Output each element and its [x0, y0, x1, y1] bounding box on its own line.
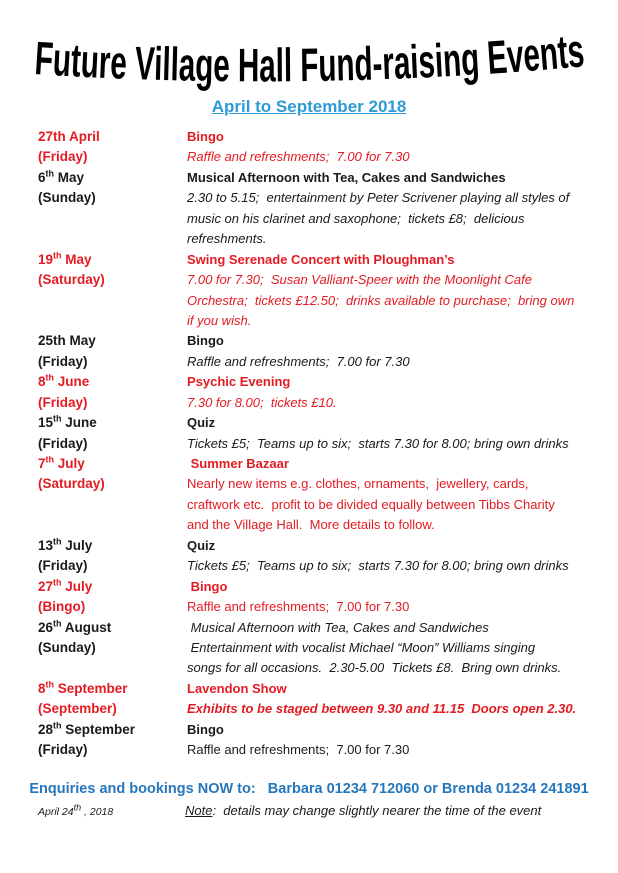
event-row — [38, 536, 610, 556]
note-line — [0, 803, 618, 825]
event-desc-cell — [187, 474, 610, 494]
event-date-month: July — [61, 578, 93, 594]
event-desc-cell — [187, 720, 610, 740]
event-date-month: June — [61, 415, 97, 431]
event-row — [38, 209, 610, 229]
event-desc-text: Entertainment with vocalist Michael “Moon” Williams singing — [187, 639, 536, 655]
event-desc-cell — [187, 699, 610, 719]
event-row — [38, 270, 610, 290]
event-desc-cell — [187, 495, 610, 515]
event-date-text: (Sunday) — [38, 639, 96, 655]
event-date-cell — [38, 720, 187, 740]
event-date-text: 8 — [38, 374, 46, 390]
event-row — [38, 393, 610, 413]
event-date-ordinal: th — [45, 454, 55, 465]
event-row — [38, 597, 610, 617]
event-row — [38, 454, 610, 474]
event-date-text: 19 — [38, 251, 54, 267]
event-desc-text: Bingo — [187, 721, 224, 737]
event-row — [38, 352, 610, 372]
event-desc-cell — [187, 188, 610, 208]
event-desc-text: Orchestra; tickets £12.50; drinks available to purchase; bring own — [187, 292, 575, 308]
event-row — [38, 556, 610, 576]
event-row — [38, 434, 610, 454]
event-desc-text: Raffle and refreshments; 7.00 for 7.30 — [187, 149, 410, 165]
event-desc-text: Raffle and refreshments; 7.00 for 7.30 — [187, 599, 410, 615]
event-row — [38, 740, 610, 760]
event-date-ordinal: th — [53, 720, 62, 731]
event-desc-text: Musical Afternoon with Tea, Cakes and Sandwiches — [187, 619, 489, 635]
event-date-text: (Friday) — [38, 394, 88, 410]
event-row — [38, 229, 610, 249]
event-date-cell — [38, 577, 187, 597]
event-desc-cell — [187, 250, 610, 270]
event-desc-text: Psychic Evening — [187, 374, 291, 390]
page-subtitle: April to September 2018 — [211, 97, 407, 116]
event-date-cell — [38, 658, 187, 678]
event-desc-text: 2.30 to 5.15; entertainment by Peter Scrivener playing all styles of — [187, 190, 570, 206]
event-date-text: (Friday) — [38, 558, 88, 574]
event-row — [38, 250, 610, 270]
event-date-cell — [38, 127, 187, 147]
event-desc-cell — [187, 168, 610, 188]
event-desc-cell — [187, 209, 610, 229]
event-date-cell — [38, 413, 187, 433]
page-title: Future Village Hall Fund-raising Events — [33, 22, 596, 92]
event-date-text: 26 — [38, 619, 54, 635]
event-desc-cell — [187, 536, 610, 556]
event-row — [38, 679, 610, 699]
footer — [0, 781, 618, 825]
event-date-cell — [38, 311, 187, 331]
event-date-ordinal: th — [53, 536, 62, 547]
event-desc-cell — [187, 352, 610, 372]
event-date-text: 28 — [38, 721, 54, 737]
event-date-cell — [38, 352, 187, 372]
event-row — [38, 188, 610, 208]
event-date-cell — [38, 188, 187, 208]
event-desc-text: 7.00 for 7.30; Susan Valliant-Speer with the Moonlight Cafe — [187, 272, 532, 288]
event-date-text: (Saturday) — [38, 272, 105, 288]
event-row — [38, 495, 610, 515]
event-desc-text: 7.30 for 8.00; tickets £10. — [187, 394, 337, 410]
event-desc-cell — [187, 556, 610, 576]
event-row — [38, 720, 610, 740]
event-desc-cell — [187, 454, 610, 474]
event-desc-cell — [187, 515, 610, 535]
event-date-text: 15 — [38, 415, 54, 431]
event-date-cell — [38, 454, 187, 474]
event-row — [38, 474, 610, 494]
event-date-cell — [38, 168, 187, 188]
event-desc-cell — [187, 372, 610, 392]
event-desc-text: Tickets £5; Teams up to six; starts 7.30 for 8.00; bring own drinks — [187, 558, 569, 574]
event-row — [38, 147, 610, 167]
event-date-cell — [38, 638, 187, 658]
page-title-wordart — [0, 22, 618, 94]
event-date-cell — [38, 250, 187, 270]
events-table — [38, 127, 610, 761]
event-desc-cell — [187, 434, 610, 454]
event-date-cell — [38, 291, 187, 311]
event-date-cell — [38, 270, 187, 290]
event-date-ordinal: th — [53, 577, 62, 588]
event-date-text: (September) — [38, 701, 117, 717]
event-date-text: 7 — [38, 456, 46, 471]
event-desc-cell — [187, 658, 610, 678]
event-desc-cell — [187, 638, 610, 658]
event-desc-text: Tickets £5; Teams up to six; starts 7.30 for 8.00; bring own drinks — [187, 435, 569, 451]
svg-text:Future Village Hall Fund-raisi — [33, 22, 596, 92]
event-date-cell — [38, 474, 187, 494]
event-desc-text: Swing Serenade Concert with Ploughman’s — [187, 251, 455, 267]
event-desc-text: if you wish. — [187, 312, 252, 328]
event-row — [38, 311, 610, 331]
event-date-text: 27 — [38, 578, 54, 594]
event-date-cell — [38, 536, 187, 556]
event-desc-text: craftwork etc. profit to be divided equally between Tibbs Charity — [187, 496, 555, 512]
event-date-text: (Bingo) — [38, 599, 86, 615]
event-date-cell — [38, 209, 187, 229]
event-date-month: May — [54, 169, 85, 185]
event-date-cell — [38, 618, 187, 638]
event-date-month: July — [54, 456, 85, 471]
event-row — [38, 413, 610, 433]
event-desc-cell — [187, 679, 610, 699]
event-desc-text: Quiz — [187, 415, 216, 431]
event-date-cell — [38, 495, 187, 515]
event-row — [38, 618, 610, 638]
event-date-ordinal: th — [45, 168, 55, 179]
note-text — [185, 803, 541, 818]
event-date-ordinal: th — [45, 372, 55, 383]
document-date — [38, 802, 114, 818]
event-desc-cell — [187, 127, 610, 147]
event-desc-text: Bingo — [187, 333, 224, 349]
event-date-cell — [38, 515, 187, 535]
event-desc-text: Bingo — [187, 129, 224, 144]
event-desc-text: Nearly new items e.g. clothes, ornaments, jewellery, cards, — [187, 476, 529, 492]
event-desc-cell — [187, 740, 610, 760]
event-row — [38, 127, 610, 147]
event-date-text: (Friday) — [38, 435, 88, 451]
event-desc-text: Raffle and refreshments; 7.00 for 7.30 — [187, 742, 410, 758]
event-row — [38, 515, 610, 535]
event-date-ordinal: th — [53, 618, 62, 628]
event-desc-cell — [187, 311, 610, 331]
event-desc-cell — [187, 393, 610, 413]
event-date-month: July — [61, 537, 93, 553]
event-row — [38, 291, 610, 311]
event-date-cell — [38, 699, 187, 719]
event-date-cell — [38, 147, 187, 167]
event-date-ordinal: th — [53, 250, 62, 261]
event-desc-text: Musical Afternoon with Tea, Cakes and Sandwiches — [187, 169, 506, 185]
event-desc-cell — [187, 270, 610, 290]
document-date-sup: th — [73, 802, 82, 813]
event-row — [38, 699, 610, 719]
event-date-text: 6 — [38, 169, 46, 185]
event-desc-text: refreshments. — [187, 231, 267, 247]
event-desc-text: music on his clarinet and saxophone; tickets £8; delicious — [187, 210, 525, 226]
event-desc-text: Lavendon Show — [187, 680, 287, 696]
event-desc-cell — [187, 618, 610, 638]
note-body: : details may change slightly nearer the time of the event — [212, 803, 542, 818]
event-date-month: May — [61, 251, 92, 267]
event-desc-cell — [187, 291, 610, 311]
event-desc-cell — [187, 331, 610, 351]
event-desc-text: Exhibits to be staged between 9.30 and 11.15 Doors open 2.30. — [187, 701, 577, 717]
event-date-text: 27th April — [38, 129, 100, 144]
event-date-month: August — [61, 619, 112, 635]
document-date-post: , 2018 — [81, 806, 114, 818]
event-row — [38, 658, 610, 678]
event-desc-cell — [187, 229, 610, 249]
event-desc-cell — [187, 413, 610, 433]
event-date-cell — [38, 229, 187, 249]
event-desc-cell — [187, 597, 610, 617]
document-date-pre: April 24 — [38, 806, 74, 818]
event-date-text: (Friday) — [38, 353, 88, 369]
event-date-cell — [38, 556, 187, 576]
event-date-text: (Friday) — [38, 742, 88, 758]
event-date-cell — [38, 393, 187, 413]
event-date-text: 13 — [38, 537, 54, 553]
event-date-cell — [38, 372, 187, 392]
event-date-cell — [38, 679, 187, 699]
event-row — [38, 638, 610, 658]
event-date-month: September — [61, 721, 136, 737]
event-desc-text: Raffle and refreshments; 7.00 for 7.30 — [187, 353, 410, 369]
event-date-text: (Friday) — [38, 149, 88, 165]
event-desc-cell — [187, 147, 610, 167]
event-date-cell — [38, 434, 187, 454]
event-date-text: (Sunday) — [38, 190, 96, 206]
event-date-month: September — [54, 680, 128, 696]
event-date-text: 8 — [38, 680, 46, 696]
event-row — [38, 577, 610, 597]
event-date-text: (Saturday) — [38, 476, 105, 492]
event-date-ordinal: th — [45, 679, 55, 690]
event-desc-text: and the Village Hall. More details to follow. — [187, 517, 435, 533]
enquiries-line: Enquiries and bookings NOW to: Barbara 01234 712060 or Brenda 01234 241891 — [29, 781, 589, 797]
note-label: Note — [185, 803, 213, 818]
event-date-text: 25th May — [38, 333, 96, 349]
event-row — [38, 168, 610, 188]
event-date-cell — [38, 740, 187, 760]
event-date-cell — [38, 331, 187, 351]
event-desc-text: songs for all occasions. 2.30-5.00 Tickets £8. Bring own drinks. — [187, 660, 562, 676]
event-date-ordinal: th — [53, 413, 62, 424]
event-desc-text: Bingo — [187, 578, 228, 594]
event-desc-cell — [187, 577, 610, 597]
event-desc-text: Summer Bazaar — [187, 456, 289, 471]
event-row — [38, 372, 610, 392]
event-row — [38, 331, 610, 351]
event-date-cell — [38, 597, 187, 617]
event-date-month: June — [54, 374, 90, 390]
event-desc-text: Quiz — [187, 537, 216, 553]
